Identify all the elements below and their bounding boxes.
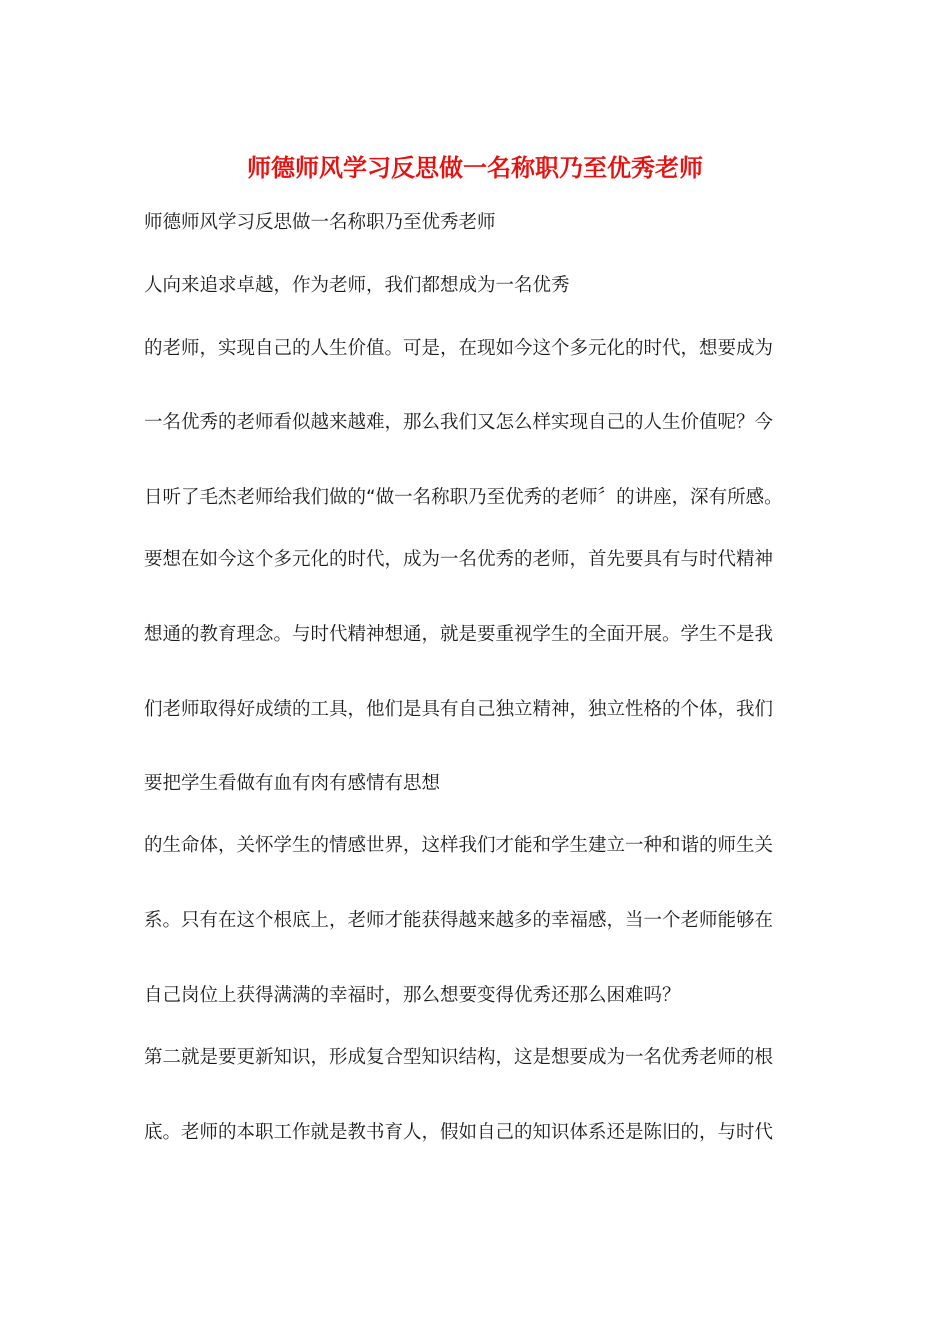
body-line: 的生命体，关怀学生的情感世界，这样我们才能和学生建立一种和谐的师生关 bbox=[144, 835, 774, 856]
body-line: 日听了毛杰老师给我们做的“做一名称职乃至优秀的老师〞的讲座，深有所感。 bbox=[144, 487, 783, 508]
body-line: 要把学生看做有血有肉有感情有思想 bbox=[144, 773, 441, 794]
body-line: 底。老师的本职工作就是教书育人，假如自己的知识体系还是陈旧的，与时代 bbox=[144, 1122, 774, 1143]
body-line: 师德师风学习反思做一名称职乃至优秀老师 bbox=[144, 212, 496, 233]
body-line: 第二就是要更新知识，形成复合型知识结构，这是想要成为一名优秀老师的根 bbox=[144, 1047, 774, 1068]
body-line: 想通的教育理念。与时代精神想通，就是要重视学生的全面开展。学生不是我 bbox=[144, 624, 774, 645]
body-line: 们老师取得好成绩的工具，他们是具有自己独立精神，独立性格的个体，我们 bbox=[144, 699, 774, 720]
body-line: 一名优秀的老师看似越来越难，那么我们又怎么样实现自己的人生价值呢？今 bbox=[144, 412, 774, 433]
body-line: 人向来追求卓越，作为老师，我们都想成为一名优秀 bbox=[144, 275, 570, 296]
body-line: 要想在如今这个多元化的时代，成为一名优秀的老师，首先要具有与时代精神 bbox=[144, 549, 774, 570]
body-line: 的老师，实现自己的人生价值。可是，在现如今这个多元化的时代，想要成为 bbox=[144, 338, 774, 359]
document-title: 师德师风学习反思做一名称职乃至优秀老师 bbox=[247, 153, 703, 182]
body-line: 自己岗位上获得满满的幸福时，那么想要变得优秀还那么困难吗？ bbox=[144, 985, 681, 1006]
body-line: 系。只有在这个根底上，老师才能获得越来越多的幸福感，当一个老师能够在 bbox=[144, 910, 774, 931]
